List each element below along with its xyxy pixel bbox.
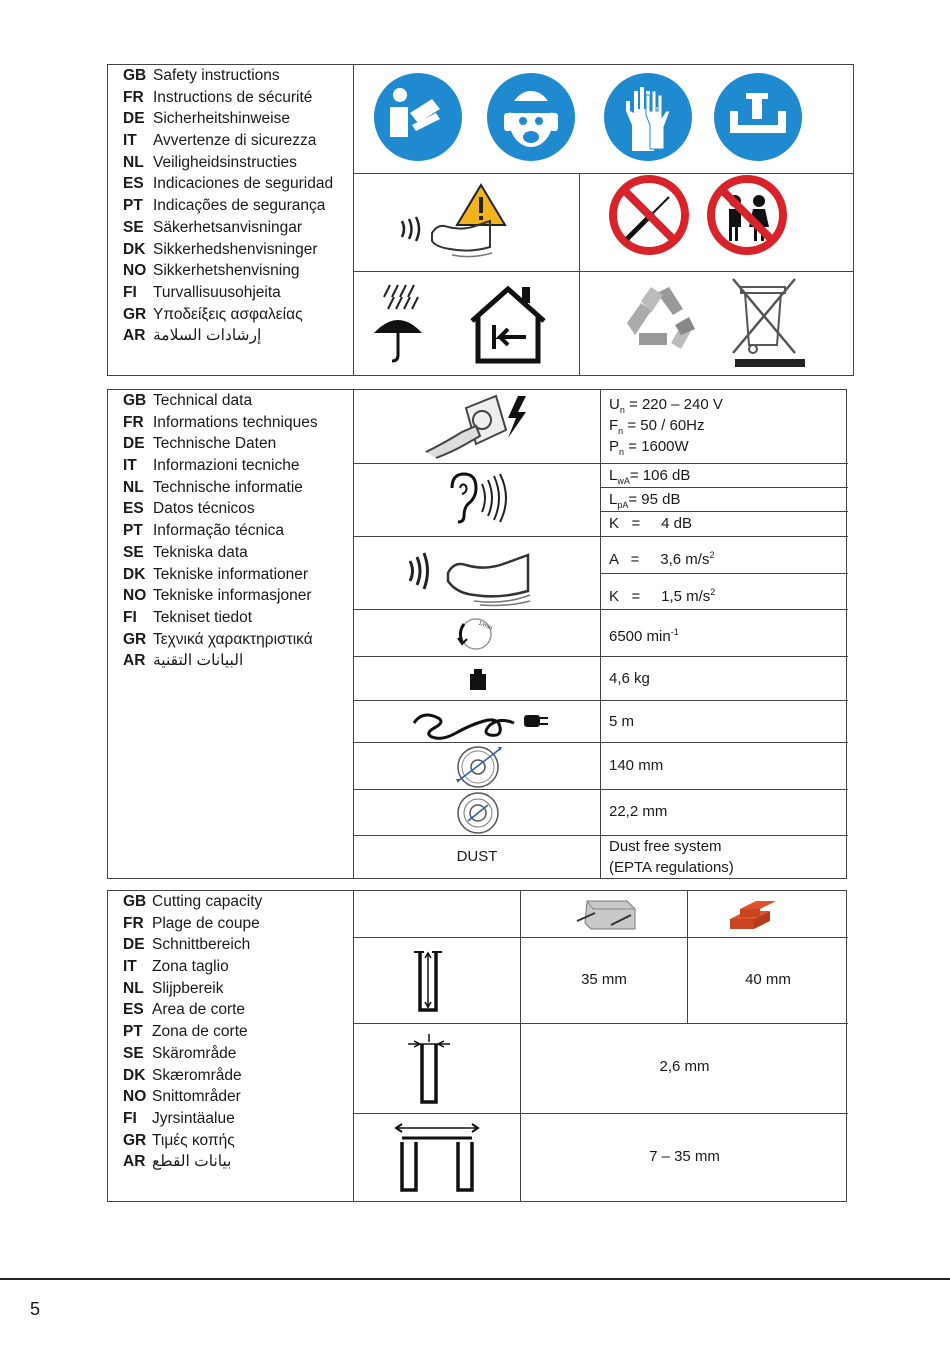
- vibration-warning-icon: [354, 173, 579, 271]
- plug-power-icon: [354, 390, 601, 464]
- lang-row: DE Technische Daten: [123, 435, 277, 453]
- concrete-block-icon: [521, 891, 688, 938]
- lang-row: GB Safety instructions: [123, 67, 280, 84]
- lang-row: ES Datos técnicos: [123, 500, 255, 518]
- lang-row: FR Instructions de sécurité: [123, 88, 313, 106]
- clamp-workpiece-icon: [714, 73, 802, 161]
- lang-row: ES Area de corte: [123, 1001, 246, 1019]
- lang-row: NO Tekniske informasjoner: [123, 587, 312, 605]
- lang-row: FI Tekniset tiedot: [123, 608, 253, 626]
- page-number: 5: [30, 1299, 41, 1319]
- lang-row: NO Sikkerhetshenvisning: [123, 262, 300, 280]
- environment-row-right: [579, 271, 853, 375]
- lang-row: DE Sicherheitshinweise: [123, 110, 290, 128]
- lang-row: AR البيانات التقنية: [123, 652, 244, 670]
- lang-row: IT Avvertenze di sicurezza: [123, 132, 317, 150]
- indoor-use-icon: [472, 287, 544, 361]
- hand-vibration-icon: [354, 537, 601, 610]
- lang-row: NL Slijpbereik: [123, 979, 224, 997]
- lang-row: FI Jyrsintäalue: [123, 1109, 235, 1127]
- lang-row: SE Säkerhetsanvisningar: [123, 218, 303, 236]
- lang-row: SE Tekniska data: [123, 543, 248, 561]
- lang-row: PT Indicações de segurança: [123, 197, 326, 215]
- lang-row: GR Τεχνικά χαρακτηριστικά: [123, 630, 313, 648]
- lang-row: GB Cutting capacity: [123, 893, 263, 910]
- technical-section: GB Technical data FR Informations techniques DE Technische Daten IT Informazioni tecniche NL Technische informatie ES Datos técnicos PT Informação técnica SE Tekniska data DK Tekniske informationer NO Tekniske informasjoner FI Tekniset tiedot GR Τεχνικά χαρακτηριστικά AR البيانات التقنية $U_n = 220 - 240$ V $F_n = 50 / 60Hz$ $P_n = 1600W$ $L_{wA}= 106$ dB $L_{pA}= 95$ dB K = 4 dB A = 3,6 $m/s^2$ K = 1,5 $m/s^2$ 1/min 6500 $\min^{-1}$ 4,6 kg 5 m 140 mm 22,2 mm DUST Dust free system (EPTA regulations): [107, 389, 847, 879]
- lang-row: FR Plage de coupe: [123, 914, 260, 932]
- lang-row: FR Informations techniques: [123, 413, 318, 431]
- lang-row: DK Tekniske informationer: [123, 565, 309, 583]
- face-ear-protection-icon: [487, 73, 575, 161]
- read-manual-icon: [374, 73, 462, 161]
- lang-row: NO Snittområder: [123, 1088, 241, 1106]
- lang-row: DK Skærområde: [123, 1066, 242, 1084]
- lang-row: AR إرشادات السلامة: [123, 327, 262, 345]
- mandatory-signs-row: [354, 65, 853, 173]
- brick-icon: [688, 891, 848, 938]
- weee-bin-icon: [733, 279, 805, 367]
- prohibition-signs: [579, 173, 853, 271]
- ear-noise-icon: [354, 464, 601, 537]
- lang-row: PT Informação técnica: [123, 522, 284, 540]
- lang-row: IT Zona taglio: [123, 958, 229, 976]
- cutting-language-list: [108, 891, 354, 1201]
- lang-row: FI Turvallisuusohjeita: [123, 283, 281, 301]
- lang-row: IT Informazioni tecniche: [123, 457, 300, 475]
- cutting-section: GB Cutting capacity FR Plage de coupe DE Schnittbereich IT Zona taglio NL Slijpbereik ES Area de corte PT Zona de corte SE Skärområde DK Skærområde NO Snittområder FI Jyrsintäalue GR Τιμές κοπής AR بيانات القطع 35 mm 40 mm 2,6 mm 7 – 35 mm: [107, 890, 847, 1202]
- no-children-icon: [711, 179, 783, 251]
- lang-row: GR Τιμές κοπής: [123, 1131, 235, 1149]
- rotation-speed-icon: [354, 610, 601, 657]
- dust-label: DUST: [456, 848, 498, 865]
- cut-depth-icon: [354, 938, 521, 1024]
- weight-icon: [354, 657, 601, 701]
- lang-row: SE Skärområde: [123, 1044, 237, 1062]
- safety-language-list: [108, 65, 354, 375]
- lang-row: AR بيانات القطع: [123, 1153, 232, 1171]
- svg-text:1/min: 1/min: [477, 620, 493, 633]
- lang-row: GB Technical data: [123, 392, 253, 409]
- lang-row: PT Zona de corte: [123, 1023, 248, 1041]
- no-screwdriver-icon: [613, 179, 685, 251]
- cut-width-icon: [354, 1024, 521, 1114]
- no-rain-icon: [374, 285, 422, 361]
- lang-row: DK Sikkerhedshenvisninger: [123, 240, 318, 258]
- lang-row: GR Υποδείξεις ασφαλείας: [123, 305, 303, 323]
- footer-rule: [0, 1278, 950, 1280]
- bore-diameter-icon: [354, 790, 601, 836]
- recycle-icon: [627, 287, 695, 349]
- lang-row: ES Indicaciones de seguridad: [123, 175, 334, 193]
- disc-diameter-icon: [354, 743, 601, 790]
- cut-range-icon: [354, 1114, 521, 1201]
- lang-row: NL Veiligheidsinstructies: [123, 153, 297, 171]
- lang-row: NL Technische informatie: [123, 478, 303, 496]
- power-cable-icon: [354, 701, 601, 743]
- lang-row: DE Schnittbereich: [123, 936, 251, 954]
- environment-row-left: [354, 271, 579, 375]
- technical-language-list: [108, 390, 354, 878]
- gloves-icon: [604, 73, 692, 161]
- safety-section: [107, 64, 854, 376]
